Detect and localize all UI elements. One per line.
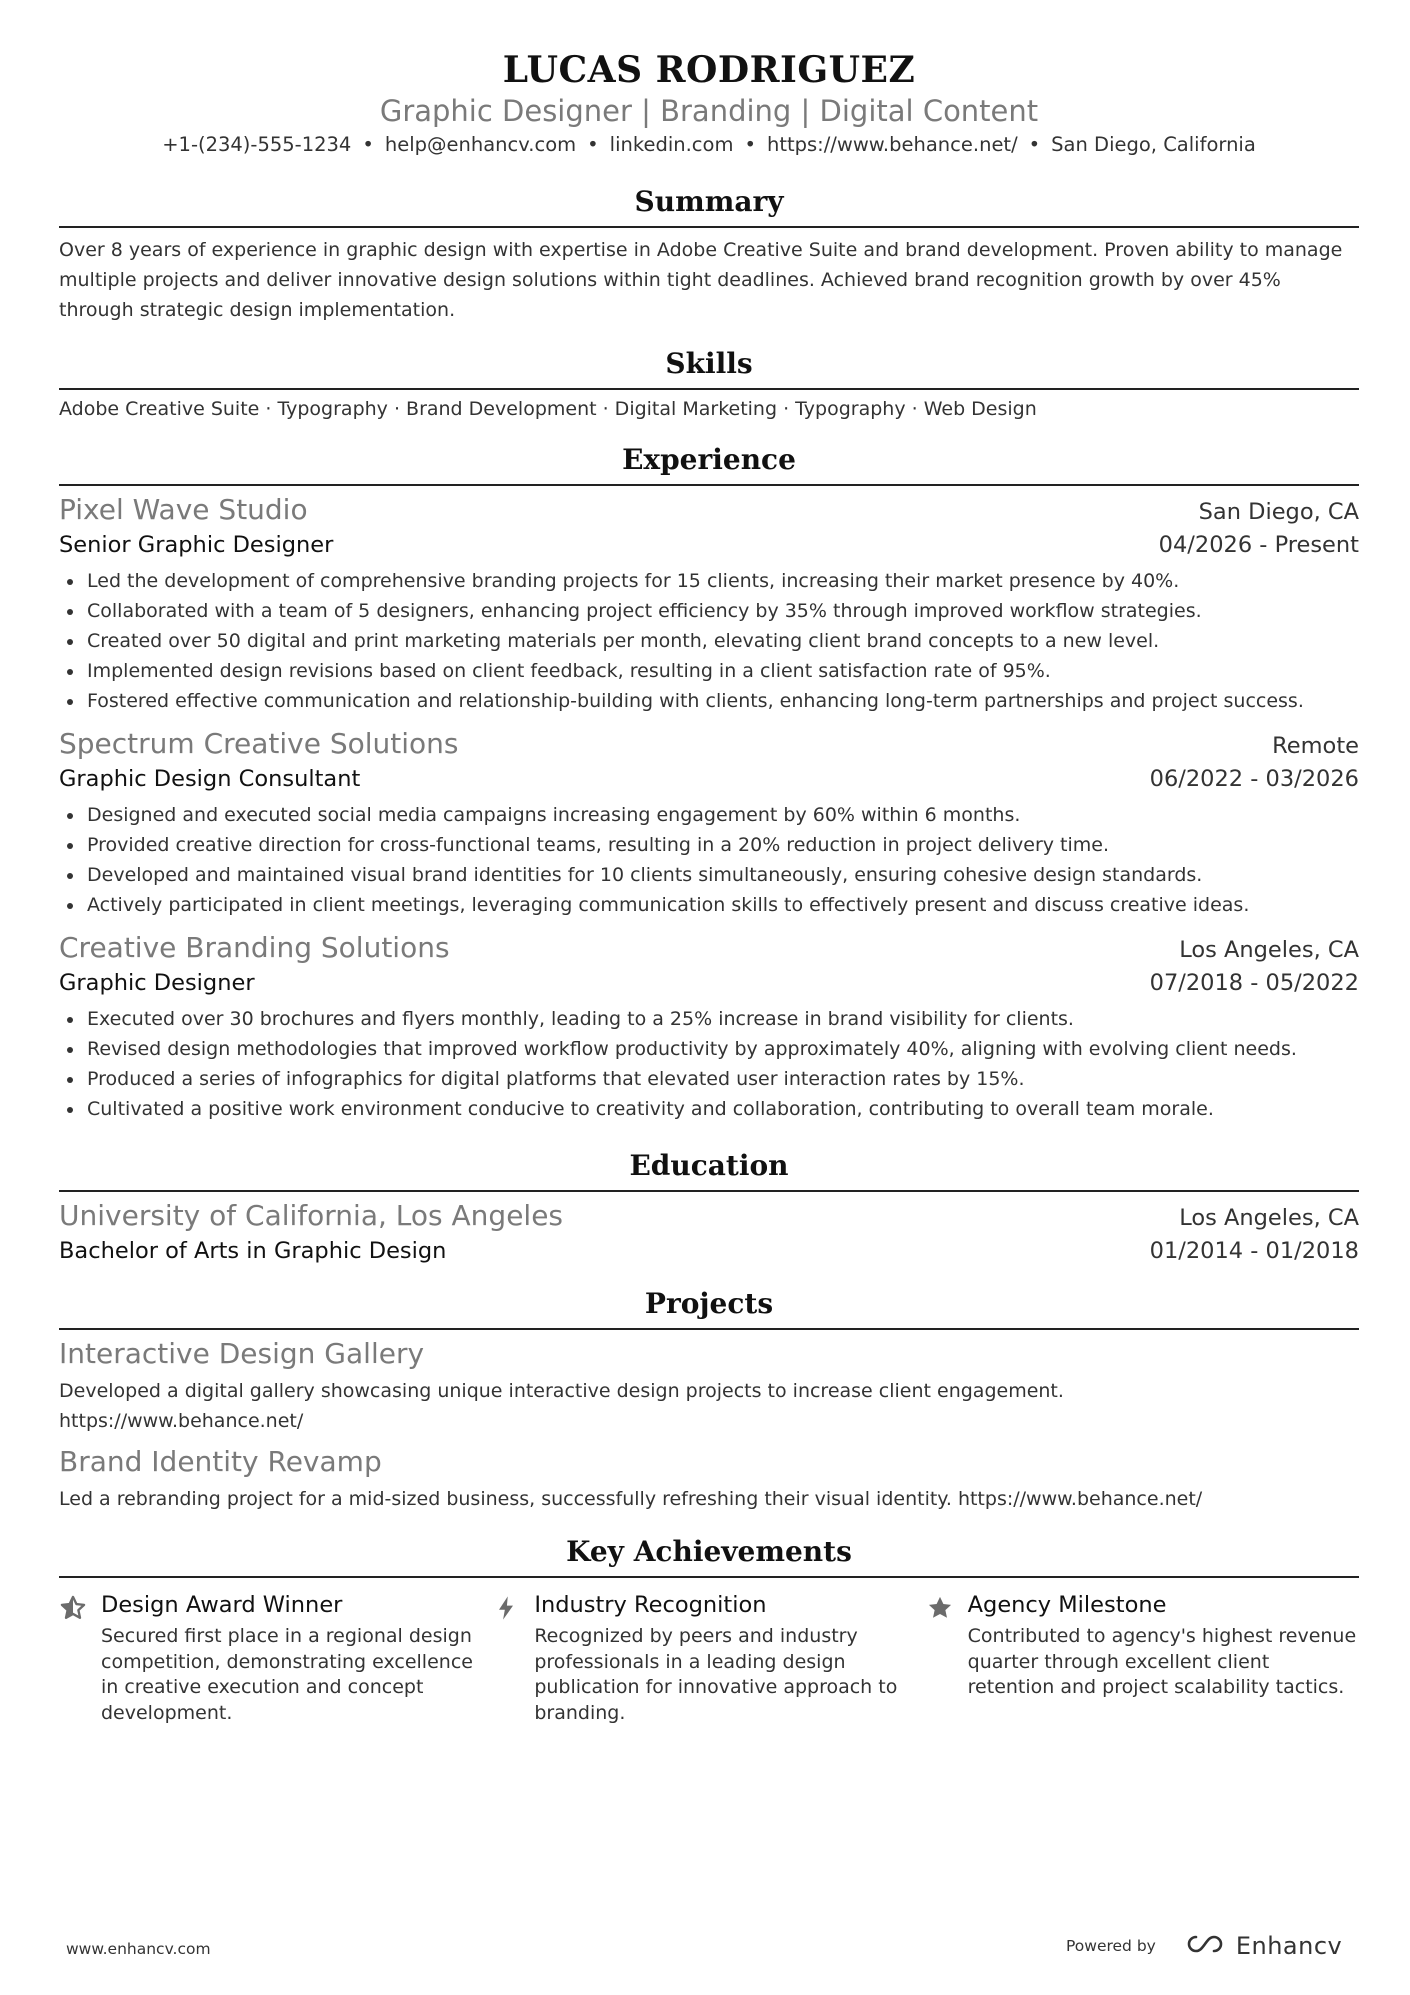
enhancv-logo-icon <box>1182 1932 1228 1960</box>
project-link[interactable]: https://www.behance.net/ <box>59 1410 304 1432</box>
education-location: Los Angeles, CA <box>1179 1205 1359 1231</box>
achievement-title: Industry Recognition <box>534 1592 767 1618</box>
contact-linkedin[interactable]: linkedin.com <box>609 133 734 156</box>
section-divider <box>59 388 1359 390</box>
brand-name[interactable]: Enhancv <box>1235 1932 1343 1960</box>
bullet-item: Designed and executed social media campaigns increasing engagement by 60% within 6 months. <box>59 800 1359 830</box>
section-heading-experience: Experience <box>622 443 796 476</box>
footer-website[interactable]: www.enhancv.com <box>66 1940 211 1958</box>
achievement-item <box>926 1590 1359 1726</box>
contact-phone[interactable]: +1-(234)-555-1234 <box>162 133 352 156</box>
bullet-item: Actively participated in client meetings, leveraging communication skills to effectively present and discuss creative ideas. <box>59 890 1359 920</box>
experience-section <box>59 442 1359 1124</box>
section-heading-skills: Skills <box>665 347 753 380</box>
job-role: Senior Graphic Designer <box>59 532 334 558</box>
job-company: Creative Branding Solutions <box>59 931 450 964</box>
job-role: Graphic Designer <box>59 970 255 996</box>
bullet-item: Collaborated with a team of 5 designers, enhancing project efficiency by 35% through improved workflow strategies. <box>59 596 1359 626</box>
separator-dot: • <box>744 133 756 156</box>
achievements-section <box>59 1534 1359 1726</box>
education-school: University of California, Los Angeles <box>59 1199 564 1232</box>
skills-list: Adobe Creative Suite · Typography · Brand Development · Digital Marketing · Typography · Web Design <box>59 398 1037 420</box>
contact-email[interactable]: help@enhancv.com <box>384 133 577 156</box>
project-description-line <box>59 1484 1359 1514</box>
bullet-item: Cultivated a positive work environment conducive to creativity and collaboration, contributing to overall team morale. <box>59 1094 1359 1124</box>
job-bullets <box>59 800 1359 920</box>
candidate-name: LUCAS RODRIGUEZ <box>502 49 916 91</box>
job-entry <box>59 492 1359 716</box>
project-link[interactable]: https://www.behance.net/ <box>957 1488 1203 1510</box>
job-entry <box>59 930 1359 1124</box>
section-divider <box>59 1190 1359 1192</box>
footer-branding <box>1066 1932 1342 1960</box>
education-section <box>59 1148 1359 1268</box>
education-degree: Bachelor of Arts in Graphic Design <box>59 1238 447 1264</box>
job-dates: 04/2026 - Present <box>1158 532 1359 558</box>
section-heading-summary: Summary <box>634 185 784 218</box>
job-entry <box>59 726 1359 920</box>
job-location: Los Angeles, CA <box>1179 937 1359 963</box>
section-divider <box>59 484 1359 486</box>
separator-dot: • <box>587 133 599 156</box>
job-dates: 07/2018 - 05/2022 <box>1149 970 1359 996</box>
achievement-description: Recognized by peers and industry professionals in a leading design publication for innovative approach to branding. <box>534 1625 898 1724</box>
education-dates: 01/2014 - 01/2018 <box>1149 1238 1359 1264</box>
achievement-item <box>492 1590 925 1726</box>
bullet-item: Implemented design revisions based on client feedback, resulting in a client satisfaction rate of 95%. <box>59 656 1359 686</box>
job-dates: 06/2022 - 03/2026 <box>1149 766 1359 792</box>
summary-text: Over 8 years of experience in graphic design with expertise in Adobe Creative Suite and brand development. Proven ability to manage multiple projects and deliver innovative design solutions within tight deadlines. Achieved brand recognition growth by over 45% through strategic design implementation. <box>59 239 1343 321</box>
contact-line <box>59 130 1359 160</box>
bullet-item: Produced a series of infographics for digital platforms that elevated user interaction rates by 15%. <box>59 1064 1359 1094</box>
job-company: Pixel Wave Studio <box>59 493 308 526</box>
project-entry <box>59 1336 1359 1436</box>
achievement-title: Agency Milestone <box>967 1592 1167 1618</box>
job-company: Spectrum Creative Solutions <box>59 727 459 760</box>
bullet-item: Led the development of comprehensive branding projects for 15 clients, increasing their market presence by 40%. <box>59 566 1359 596</box>
section-heading-achievements: Key Achievements <box>566 1535 852 1568</box>
powered-by-label: Powered by <box>1066 1937 1156 1955</box>
job-location: Remote <box>1272 733 1359 759</box>
project-title: Brand Identity Revamp <box>59 1445 382 1478</box>
contact-location: San Diego, California <box>1051 133 1256 156</box>
job-role: Graphic Design Consultant <box>59 766 361 792</box>
resume-header <box>59 48 1359 160</box>
bullet-item: Executed over 30 brochures and flyers monthly, leading to a 25% increase in brand visibility for clients. <box>59 1004 1359 1034</box>
star-outline-icon <box>59 1590 101 1726</box>
achievement-description: Contributed to agency's highest revenue quarter through excellent client retention and project scalability tactics. <box>967 1625 1357 1698</box>
achievement-title: Design Award Winner <box>101 1592 343 1618</box>
achievement-item <box>59 1590 492 1726</box>
section-divider <box>59 1576 1359 1578</box>
project-description: Developed a digital gallery showcasing unique interactive design projects to increase client engagement. <box>59 1380 1064 1402</box>
job-location: San Diego, CA <box>1198 499 1359 525</box>
candidate-title: Graphic Designer | Branding | Digital Content <box>379 94 1039 128</box>
bullet-item: Developed and maintained visual brand identities for 10 clients simultaneously, ensuring cohesive design standards. <box>59 860 1359 890</box>
bullet-item: Created over 50 digital and print marketing materials per month, elevating client brand concepts to a new level. <box>59 626 1359 656</box>
section-divider <box>59 1328 1359 1330</box>
job-bullets <box>59 566 1359 716</box>
summary-section <box>59 184 1359 325</box>
bullet-item: Revised design methodologies that improved workflow productivity by approximately 40%, aligning with evolving client needs. <box>59 1034 1359 1064</box>
job-bullets <box>59 1004 1359 1124</box>
lightning-bolt-icon <box>492 1590 534 1726</box>
project-description: Led a rebranding project for a mid-sized business, successfully refreshing their visual identity. <box>59 1488 952 1510</box>
separator-dot: • <box>1028 133 1041 156</box>
project-entry <box>59 1444 1359 1514</box>
resume-page <box>59 48 1359 1726</box>
bullet-item: Provided creative direction for cross-functional teams, resulting in a 20% reduction in project delivery time. <box>59 830 1359 860</box>
projects-section <box>59 1286 1359 1514</box>
bullet-item: Fostered effective communication and relationship-building with clients, enhancing long-term partnerships and project success. <box>59 686 1359 716</box>
section-divider <box>59 226 1359 228</box>
star-filled-icon <box>926 1590 968 1726</box>
skills-section <box>59 346 1359 424</box>
separator-dot: • <box>362 133 374 156</box>
project-title: Interactive Design Gallery <box>59 1337 425 1370</box>
contact-portfolio[interactable]: https://www.behance.net/ <box>766 133 1018 156</box>
section-heading-projects: Projects <box>644 1287 774 1320</box>
achievement-description: Secured first place in a regional design competition, demonstrating excellence in creative execution and concept development. <box>101 1625 473 1724</box>
section-heading-education: Education <box>629 1149 789 1182</box>
